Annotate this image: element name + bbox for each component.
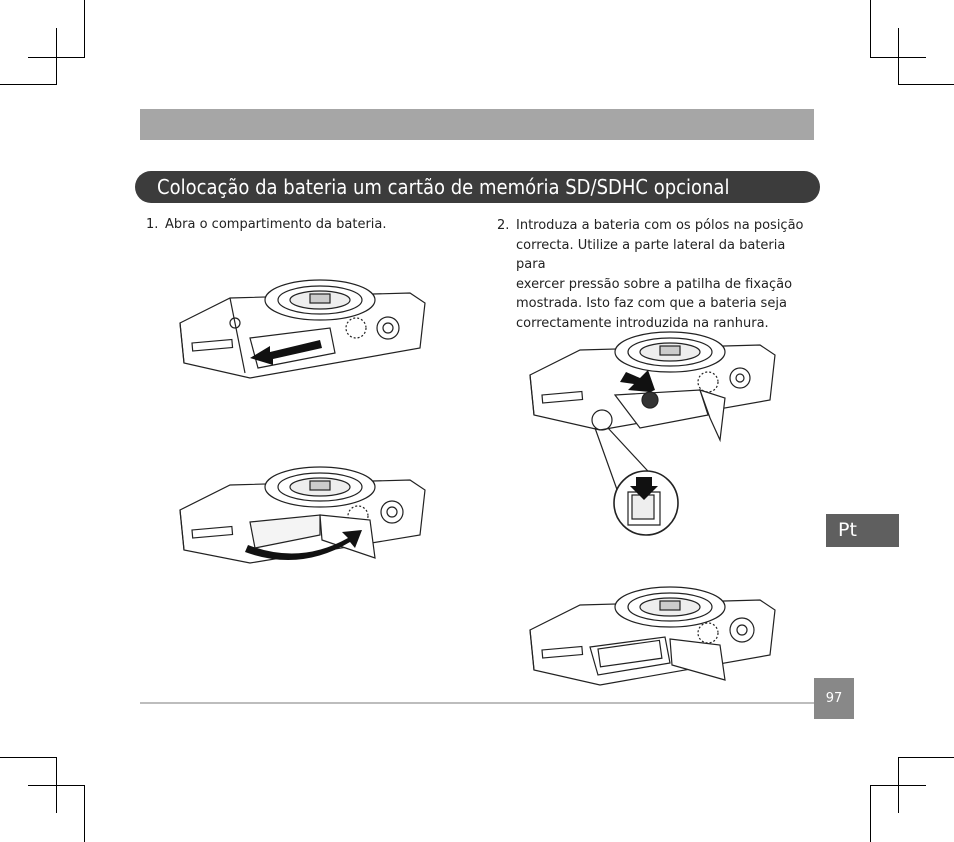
crop-mark bbox=[0, 757, 56, 758]
camera-battery-inserted-icon bbox=[520, 575, 780, 690]
crop-mark bbox=[898, 84, 954, 85]
crop-mark bbox=[870, 0, 871, 58]
crop-mark bbox=[870, 785, 926, 786]
camera-door-swing-icon bbox=[170, 450, 430, 570]
step-text-line: Introduza a bateria com os pólos na posição bbox=[516, 218, 804, 233]
crop-mark bbox=[0, 84, 56, 85]
crop-mark bbox=[870, 57, 926, 58]
crop-mark bbox=[28, 785, 84, 786]
step-text-line: mostrada. Isto faz com que a bateria seja bbox=[516, 296, 787, 311]
page-number: 97 bbox=[814, 678, 854, 719]
step-number: 2. bbox=[497, 218, 510, 233]
step-text bbox=[516, 216, 816, 333]
crop-mark bbox=[870, 785, 871, 842]
step-text-line: exercer pressão sobre a patilha de fixação bbox=[516, 276, 793, 292]
camera-insert-battery-icon bbox=[520, 320, 780, 540]
step-text-line: correcta. Utilize a parte lateral da bateria para bbox=[516, 237, 786, 272]
camera-open-door-icon bbox=[170, 268, 430, 383]
header-bar bbox=[140, 109, 814, 140]
step-text-line: correctamente introduzida na ranhura. bbox=[516, 315, 769, 331]
language-tab: Pt bbox=[826, 514, 899, 547]
section-title: Colocação da bateria um cartão de memória SD/SDHC opcional bbox=[135, 171, 820, 203]
crop-mark bbox=[84, 0, 85, 58]
step-number: 1. bbox=[146, 217, 159, 232]
crop-mark bbox=[898, 757, 954, 758]
footer-rule bbox=[140, 702, 814, 704]
step-text: Abra o compartimento da bateria. bbox=[165, 217, 387, 232]
crop-mark bbox=[84, 785, 85, 842]
crop-mark bbox=[28, 57, 84, 58]
